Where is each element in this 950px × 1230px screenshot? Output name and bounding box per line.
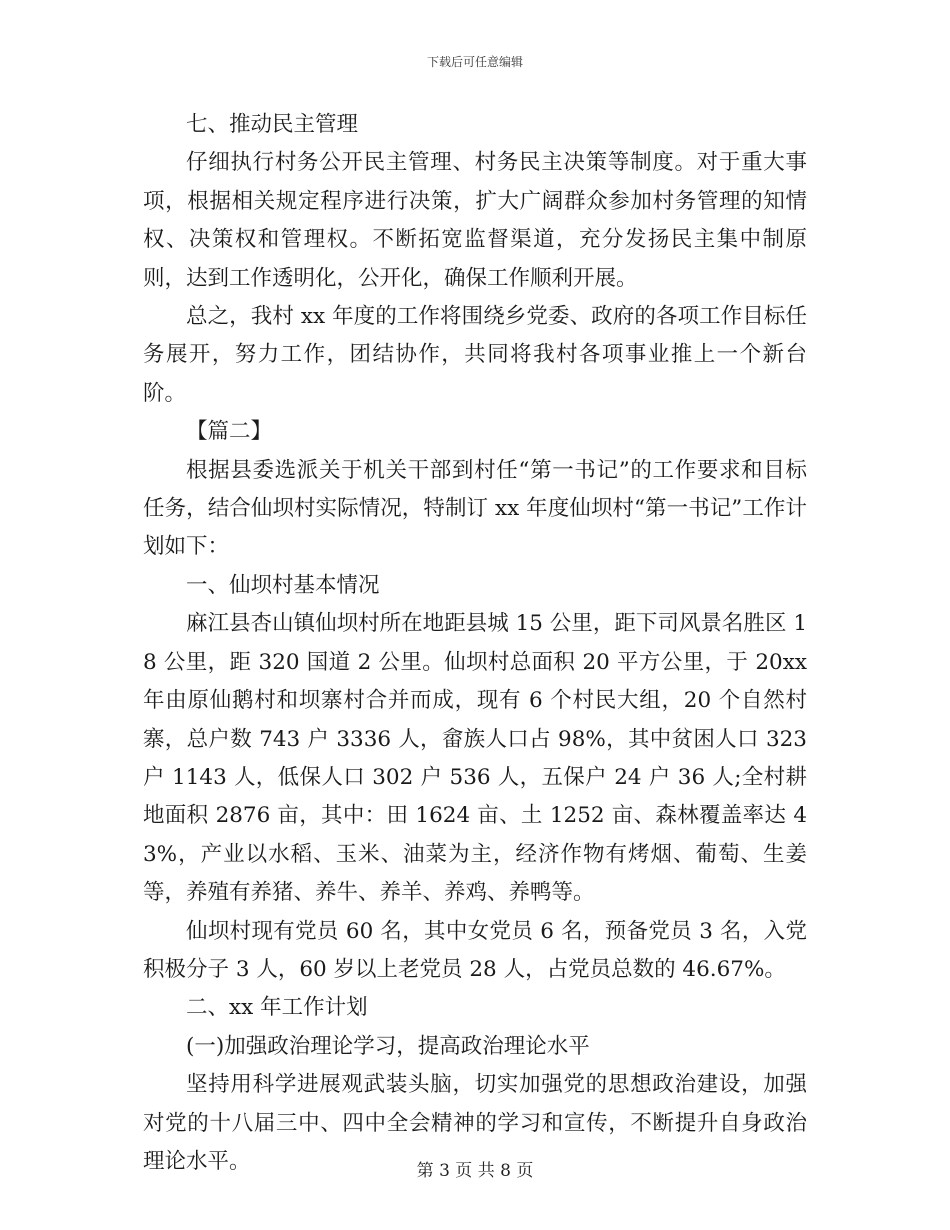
- part-heading: 【篇二】: [186, 419, 273, 445]
- paragraph: 麻江县杏山镇仙坝村所在地距县城 15 公里，距下司风景名胜区 18 公里，距 320 国道 2 公里。仙坝村总面积 20 平方公里，于 20xx 年由原仙鹅村和坝寨村合并而成，现有 6 个村民大组，20 个自然村寨，总户数 743 户 3336 人，畲族人口占 98%，其中贫困人口 323 户 1143 人，低保人口 302 户 536 人，五保户 24 户 36 人;全村耕地面积 2876 亩，其中：田 1624 亩、土 1252 亩、森林覆盖率达 43%，产业以水稻、玉米、油菜为主，经济作物有烤烟、葡萄、生姜等，养殖有养猪、养牛、养羊、养鸡、养鸭等。: [143, 611, 807, 906]
- subsection-heading: (一)加强政治理论学习，提高政治理论水平: [186, 1033, 590, 1059]
- paragraph: 仙坝村现有党员 60 名，其中女党员 6 名，预备党员 3 名，入党积极分子 3 人，60 岁以上老党员 28 人，占党员总数的 46.67%。: [143, 918, 807, 982]
- paragraph: 坚持用科学进展观武装头脑，切实加强党的思想政治建设，加强对党的十八届三中、四中全会精神的学习和宣传，不断提升自身政治理论水平。: [143, 1072, 807, 1174]
- paragraph: 总之，我村 xx 年度的工作将围绕乡党委、政府的各项工作目标任务展开，努力工作，团结协作，共同将我村各项事业推上一个新台阶。: [143, 304, 807, 406]
- page-number: 第 3 页 共 8 页: [416, 1161, 534, 1181]
- paragraph: 根据县委选派关于机关干部到村任“第一书记”的工作要求和目标任务，结合仙坝村实际情况，特制订 xx 年度仙坝村“第一书记”工作计划如下：: [143, 457, 807, 560]
- section-heading-1: 一、仙坝村基本情况: [186, 572, 380, 598]
- page-header-note: 下载后可任意编辑: [426, 55, 523, 69]
- section-heading-2: 二、xx 年工作计划: [186, 995, 368, 1021]
- section-heading-7: 七、推动民主管理: [186, 112, 359, 137]
- document-body: [143, 106, 807, 1181]
- paragraph: 仔细执行村务公开民主管理、村务民主决策等制度。对于重大事项，根据相关规定程序进行决策，扩大广阔群众参加村务管理的知情权、决策权和管理权。不断拓宽监督渠道，充分发扬民主集中制原则，达到工作透明化，公开化，确保工作顺利开展。: [143, 150, 807, 291]
